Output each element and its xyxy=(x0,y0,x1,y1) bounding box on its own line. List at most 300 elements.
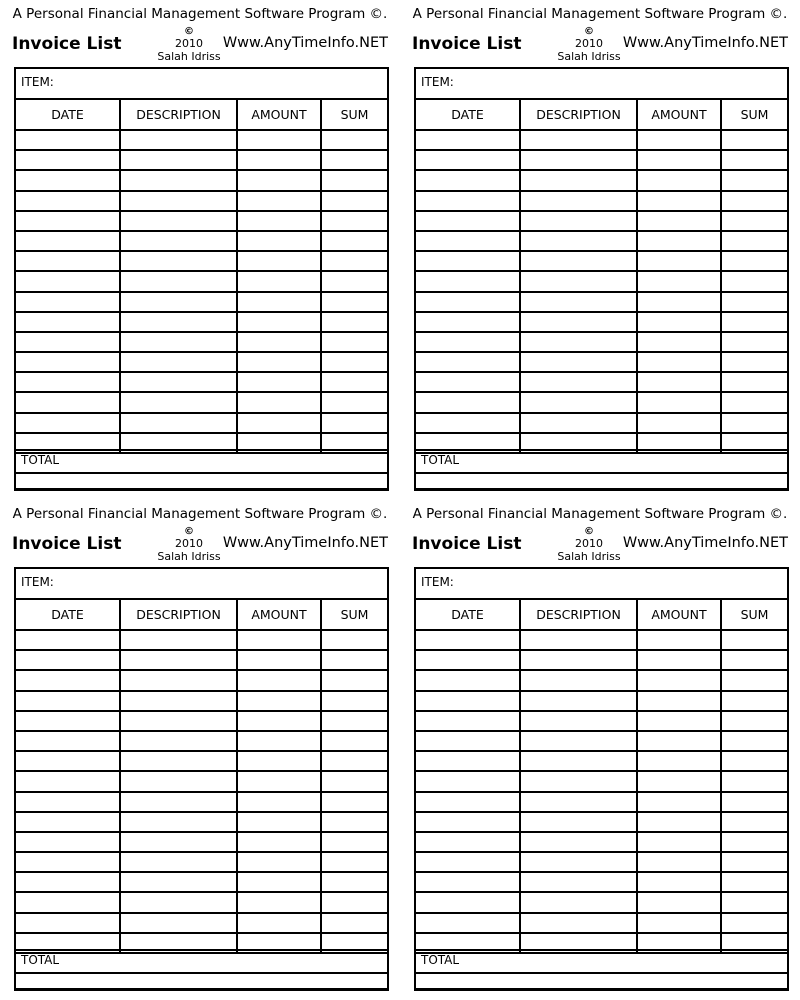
invoice-form-panel xyxy=(404,500,796,992)
description-cell[interactable] xyxy=(520,413,637,433)
item-label: ITEM: xyxy=(421,75,454,89)
copyright-symbol: © xyxy=(184,26,194,37)
description-cell[interactable] xyxy=(520,812,637,832)
description-cell[interactable] xyxy=(120,271,237,291)
copyright-author: Salah Idriss xyxy=(157,550,221,563)
sum-cell[interactable] xyxy=(721,792,787,812)
amount-cell[interactable] xyxy=(237,271,321,291)
date-cell[interactable] xyxy=(416,191,520,211)
table-row xyxy=(416,150,787,170)
description-cell[interactable] xyxy=(120,231,237,251)
sum-cell[interactable] xyxy=(721,731,787,751)
date-cell[interactable] xyxy=(16,191,120,211)
description-cell[interactable] xyxy=(120,913,237,933)
description-cell[interactable] xyxy=(120,392,237,412)
description-cell[interactable] xyxy=(120,372,237,392)
amount-cell[interactable] xyxy=(637,751,721,771)
amount-cell[interactable] xyxy=(237,751,321,771)
column-header-sum: SUM xyxy=(721,600,787,630)
description-cell[interactable] xyxy=(520,170,637,190)
sum-cell[interactable] xyxy=(721,231,787,251)
amount-cell[interactable] xyxy=(237,352,321,372)
date-cell[interactable] xyxy=(416,271,520,291)
date-cell[interactable] xyxy=(416,832,520,852)
date-cell[interactable] xyxy=(16,332,120,352)
sum-cell[interactable] xyxy=(321,650,387,670)
website-link[interactable]: Www.AnyTimeInfo.NET xyxy=(622,35,788,51)
description-cell[interactable] xyxy=(520,630,637,650)
description-cell[interactable] xyxy=(520,872,637,892)
website-link[interactable]: Www.AnyTimeInfo.NET xyxy=(222,35,388,51)
date-cell[interactable] xyxy=(416,630,520,650)
amount-cell[interactable] xyxy=(637,413,721,433)
table-row xyxy=(16,372,387,392)
table-row xyxy=(416,852,787,872)
table-row xyxy=(416,771,787,791)
sum-cell[interactable] xyxy=(321,130,387,150)
total-label: TOTAL xyxy=(21,953,60,967)
date-cell[interactable] xyxy=(416,211,520,231)
amount-cell[interactable] xyxy=(237,792,321,812)
sum-cell[interactable] xyxy=(721,832,787,852)
date-cell[interactable] xyxy=(416,913,520,933)
sum-cell[interactable] xyxy=(321,852,387,872)
date-cell[interactable] xyxy=(416,130,520,150)
description-cell[interactable] xyxy=(520,211,637,231)
date-cell[interactable] xyxy=(16,771,120,791)
description-cell[interactable] xyxy=(120,332,237,352)
table-row xyxy=(416,731,787,751)
description-cell[interactable] xyxy=(120,852,237,872)
description-cell[interactable] xyxy=(520,231,637,251)
item-field[interactable] xyxy=(16,569,387,600)
description-cell[interactable] xyxy=(120,711,237,731)
description-cell[interactable] xyxy=(120,312,237,332)
sum-cell[interactable] xyxy=(721,751,787,771)
amount-cell[interactable] xyxy=(237,892,321,912)
amount-cell[interactable] xyxy=(637,691,721,711)
date-cell[interactable] xyxy=(416,872,520,892)
description-cell[interactable] xyxy=(520,913,637,933)
sum-cell[interactable] xyxy=(721,191,787,211)
column-header-sum: SUM xyxy=(321,100,387,130)
description-cell[interactable] xyxy=(520,892,637,912)
amount-cell[interactable] xyxy=(637,312,721,332)
item-field[interactable] xyxy=(416,69,787,100)
amount-cell[interactable] xyxy=(237,711,321,731)
description-cell[interactable] xyxy=(520,130,637,150)
sum-cell[interactable] xyxy=(321,211,387,231)
description-cell[interactable] xyxy=(520,372,637,392)
amount-cell[interactable] xyxy=(637,812,721,832)
date-cell[interactable] xyxy=(16,670,120,690)
date-cell[interactable] xyxy=(16,892,120,912)
description-cell[interactable] xyxy=(120,771,237,791)
sum-cell[interactable] xyxy=(321,292,387,312)
amount-cell[interactable] xyxy=(237,130,321,150)
table-row xyxy=(16,913,387,933)
description-cell[interactable] xyxy=(120,292,237,312)
description-cell[interactable] xyxy=(520,332,637,352)
amount-cell[interactable] xyxy=(637,352,721,372)
invoice-table xyxy=(16,600,387,954)
amount-cell[interactable] xyxy=(237,170,321,190)
description-cell[interactable] xyxy=(120,630,237,650)
description-cell[interactable] xyxy=(120,413,237,433)
amount-cell[interactable] xyxy=(637,670,721,690)
date-cell[interactable] xyxy=(416,312,520,332)
amount-cell[interactable] xyxy=(637,251,721,271)
description-cell[interactable] xyxy=(120,191,237,211)
total-field[interactable] xyxy=(416,449,787,474)
date-cell[interactable] xyxy=(16,231,120,251)
sum-cell[interactable] xyxy=(321,170,387,190)
sum-cell[interactable] xyxy=(721,150,787,170)
table-row xyxy=(16,751,387,771)
description-cell[interactable] xyxy=(120,832,237,852)
date-cell[interactable] xyxy=(16,751,120,771)
date-cell[interactable] xyxy=(416,792,520,812)
date-cell[interactable] xyxy=(16,731,120,751)
date-cell[interactable] xyxy=(16,630,120,650)
description-cell[interactable] xyxy=(120,170,237,190)
date-cell[interactable] xyxy=(16,832,120,852)
date-cell[interactable] xyxy=(416,670,520,690)
sum-cell[interactable] xyxy=(321,731,387,751)
sum-cell[interactable] xyxy=(321,352,387,372)
table-row xyxy=(416,332,787,352)
amount-cell[interactable] xyxy=(237,211,321,231)
amount-cell[interactable] xyxy=(637,211,721,231)
website-link[interactable]: Www.AnyTimeInfo.NET xyxy=(622,535,788,551)
date-cell[interactable] xyxy=(416,812,520,832)
sum-cell[interactable] xyxy=(721,913,787,933)
date-cell[interactable] xyxy=(16,650,120,670)
table-row xyxy=(416,751,787,771)
date-cell[interactable] xyxy=(416,150,520,170)
amount-cell[interactable] xyxy=(637,913,721,933)
sum-cell[interactable] xyxy=(321,312,387,332)
table-row xyxy=(16,691,387,711)
sum-cell[interactable] xyxy=(721,170,787,190)
amount-cell[interactable] xyxy=(237,771,321,791)
sum-cell[interactable] xyxy=(321,792,387,812)
amount-cell[interactable] xyxy=(637,792,721,812)
date-cell[interactable] xyxy=(416,731,520,751)
amount-cell[interactable] xyxy=(237,251,321,271)
amount-cell[interactable] xyxy=(237,332,321,352)
date-cell[interactable] xyxy=(16,392,120,412)
sum-cell[interactable] xyxy=(721,630,787,650)
sum-cell[interactable] xyxy=(721,650,787,670)
table-row xyxy=(416,130,787,150)
program-tagline: A Personal Financial Management Software Program ©. xyxy=(412,506,788,522)
sum-cell[interactable] xyxy=(721,352,787,372)
date-cell[interactable] xyxy=(416,691,520,711)
description-cell[interactable] xyxy=(520,191,637,211)
date-cell[interactable] xyxy=(16,251,120,271)
sum-cell[interactable] xyxy=(321,670,387,690)
amount-cell[interactable] xyxy=(237,292,321,312)
sum-cell[interactable] xyxy=(321,251,387,271)
sum-cell[interactable] xyxy=(721,812,787,832)
description-cell[interactable] xyxy=(520,792,637,812)
sum-cell[interactable] xyxy=(321,332,387,352)
invoice-form-panel xyxy=(404,0,796,492)
description-cell[interactable] xyxy=(520,711,637,731)
description-cell[interactable] xyxy=(120,751,237,771)
date-cell[interactable] xyxy=(16,372,120,392)
date-cell[interactable] xyxy=(16,872,120,892)
sum-cell[interactable] xyxy=(721,852,787,872)
item-field[interactable] xyxy=(16,69,387,100)
sum-cell[interactable] xyxy=(721,251,787,271)
description-cell[interactable] xyxy=(520,251,637,271)
sum-cell[interactable] xyxy=(721,711,787,731)
sum-cell[interactable] xyxy=(321,271,387,291)
sum-cell[interactable] xyxy=(321,892,387,912)
amount-cell[interactable] xyxy=(237,731,321,751)
date-cell[interactable] xyxy=(416,751,520,771)
table-row xyxy=(416,292,787,312)
sum-cell[interactable] xyxy=(321,630,387,650)
date-cell[interactable] xyxy=(416,292,520,312)
sum-cell[interactable] xyxy=(721,211,787,231)
sum-cell[interactable] xyxy=(721,670,787,690)
description-cell[interactable] xyxy=(120,130,237,150)
date-cell[interactable] xyxy=(16,413,120,433)
date-cell[interactable] xyxy=(16,150,120,170)
description-cell[interactable] xyxy=(120,731,237,751)
amount-cell[interactable] xyxy=(637,630,721,650)
date-cell[interactable] xyxy=(416,771,520,791)
sum-cell[interactable] xyxy=(721,691,787,711)
column-header-description: DESCRIPTION xyxy=(520,600,637,630)
column-header-sum: SUM xyxy=(321,600,387,630)
sum-cell[interactable] xyxy=(321,413,387,433)
amount-cell[interactable] xyxy=(237,231,321,251)
table-row xyxy=(416,792,787,812)
amount-cell[interactable] xyxy=(237,372,321,392)
description-cell[interactable] xyxy=(520,670,637,690)
date-cell[interactable] xyxy=(416,372,520,392)
sum-cell[interactable] xyxy=(321,711,387,731)
description-cell[interactable] xyxy=(520,150,637,170)
column-header-amount: AMOUNT xyxy=(637,600,721,630)
description-cell[interactable] xyxy=(520,650,637,670)
table-row xyxy=(416,913,787,933)
date-cell[interactable] xyxy=(416,170,520,190)
description-cell[interactable] xyxy=(520,312,637,332)
column-header-date: DATE xyxy=(416,600,520,630)
amount-cell[interactable] xyxy=(237,312,321,332)
table-row xyxy=(16,231,387,251)
description-cell[interactable] xyxy=(120,211,237,231)
table-row xyxy=(16,711,387,731)
sum-cell[interactable] xyxy=(321,812,387,832)
amount-cell[interactable] xyxy=(637,271,721,291)
item-field[interactable] xyxy=(416,569,787,600)
table-row xyxy=(416,812,787,832)
table-row xyxy=(416,392,787,412)
amount-cell[interactable] xyxy=(637,771,721,791)
amount-cell[interactable] xyxy=(237,413,321,433)
amount-cell[interactable] xyxy=(637,892,721,912)
table-row xyxy=(16,150,387,170)
description-cell[interactable] xyxy=(520,292,637,312)
description-cell[interactable] xyxy=(120,670,237,690)
total-field[interactable] xyxy=(416,949,787,974)
sum-cell[interactable] xyxy=(321,231,387,251)
sum-cell[interactable] xyxy=(721,292,787,312)
sum-cell[interactable] xyxy=(321,913,387,933)
description-cell[interactable] xyxy=(520,352,637,372)
date-cell[interactable] xyxy=(416,231,520,251)
description-cell[interactable] xyxy=(520,271,637,291)
date-cell[interactable] xyxy=(16,211,120,231)
sum-cell[interactable] xyxy=(321,150,387,170)
date-cell[interactable] xyxy=(16,312,120,332)
description-cell[interactable] xyxy=(520,832,637,852)
amount-cell[interactable] xyxy=(637,332,721,352)
amount-cell[interactable] xyxy=(637,231,721,251)
description-cell[interactable] xyxy=(520,691,637,711)
date-cell[interactable] xyxy=(416,650,520,670)
sum-cell[interactable] xyxy=(321,751,387,771)
description-cell[interactable] xyxy=(120,150,237,170)
description-cell[interactable] xyxy=(120,792,237,812)
sum-cell[interactable] xyxy=(321,771,387,791)
amount-cell[interactable] xyxy=(637,650,721,670)
amount-cell[interactable] xyxy=(637,372,721,392)
amount-cell[interactable] xyxy=(637,852,721,872)
description-cell[interactable] xyxy=(120,251,237,271)
invoice-table xyxy=(16,100,387,454)
total-field[interactable] xyxy=(16,449,387,474)
date-cell[interactable] xyxy=(416,392,520,412)
amount-cell[interactable] xyxy=(237,913,321,933)
amount-cell[interactable] xyxy=(237,812,321,832)
sum-cell[interactable] xyxy=(721,413,787,433)
sum-cell[interactable] xyxy=(721,392,787,412)
table-header-row xyxy=(16,100,387,130)
sum-cell[interactable] xyxy=(721,892,787,912)
date-cell[interactable] xyxy=(16,711,120,731)
description-cell[interactable] xyxy=(120,812,237,832)
description-cell[interactable] xyxy=(120,352,237,372)
date-cell[interactable] xyxy=(416,711,520,731)
amount-cell[interactable] xyxy=(637,292,721,312)
invoice-table xyxy=(416,600,787,954)
amount-cell[interactable] xyxy=(637,150,721,170)
sum-cell[interactable] xyxy=(721,271,787,291)
amount-cell[interactable] xyxy=(237,691,321,711)
date-cell[interactable] xyxy=(16,792,120,812)
sum-cell[interactable] xyxy=(321,872,387,892)
description-cell[interactable] xyxy=(120,691,237,711)
date-cell[interactable] xyxy=(416,852,520,872)
date-cell[interactable] xyxy=(416,352,520,372)
sum-cell[interactable] xyxy=(321,372,387,392)
date-cell[interactable] xyxy=(16,271,120,291)
amount-cell[interactable] xyxy=(237,872,321,892)
amount-cell[interactable] xyxy=(237,191,321,211)
total-label: TOTAL xyxy=(21,453,60,467)
amount-cell[interactable] xyxy=(637,191,721,211)
table-row xyxy=(16,771,387,791)
amount-cell[interactable] xyxy=(237,670,321,690)
date-cell[interactable] xyxy=(416,413,520,433)
date-cell[interactable] xyxy=(16,812,120,832)
description-cell[interactable] xyxy=(520,852,637,872)
copyright-year: 2010 xyxy=(575,37,603,50)
sum-cell[interactable] xyxy=(721,372,787,392)
date-cell[interactable] xyxy=(16,913,120,933)
invoice-sheet xyxy=(414,567,789,991)
amount-cell[interactable] xyxy=(237,150,321,170)
description-cell[interactable] xyxy=(520,731,637,751)
website-link[interactable]: Www.AnyTimeInfo.NET xyxy=(222,535,388,551)
amount-cell[interactable] xyxy=(237,630,321,650)
table-header-row xyxy=(416,100,787,130)
amount-cell[interactable] xyxy=(237,392,321,412)
sum-cell[interactable] xyxy=(721,332,787,352)
invoice-sheet xyxy=(14,567,389,991)
sum-cell[interactable] xyxy=(321,691,387,711)
description-cell[interactable] xyxy=(520,751,637,771)
amount-cell[interactable] xyxy=(237,832,321,852)
amount-cell[interactable] xyxy=(237,650,321,670)
sum-cell[interactable] xyxy=(321,392,387,412)
column-header-amount: AMOUNT xyxy=(237,100,321,130)
copyright-author: Salah Idriss xyxy=(157,50,221,63)
date-cell[interactable] xyxy=(416,892,520,912)
sum-cell[interactable] xyxy=(721,771,787,791)
sum-cell[interactable] xyxy=(721,130,787,150)
description-cell[interactable] xyxy=(120,872,237,892)
amount-cell[interactable] xyxy=(637,711,721,731)
amount-cell[interactable] xyxy=(637,392,721,412)
date-cell[interactable] xyxy=(416,332,520,352)
amount-cell[interactable] xyxy=(637,832,721,852)
date-cell[interactable] xyxy=(16,852,120,872)
amount-cell[interactable] xyxy=(637,731,721,751)
sum-cell[interactable] xyxy=(721,872,787,892)
description-cell[interactable] xyxy=(120,650,237,670)
description-cell[interactable] xyxy=(120,892,237,912)
sum-cell[interactable] xyxy=(321,191,387,211)
total-field[interactable] xyxy=(16,949,387,974)
date-cell[interactable] xyxy=(16,130,120,150)
amount-cell[interactable] xyxy=(637,872,721,892)
amount-cell[interactable] xyxy=(637,170,721,190)
amount-cell[interactable] xyxy=(237,852,321,872)
sum-cell[interactable] xyxy=(321,832,387,852)
date-cell[interactable] xyxy=(416,251,520,271)
description-cell[interactable] xyxy=(520,392,637,412)
table-row xyxy=(16,392,387,412)
copyright-symbol: © xyxy=(184,526,194,537)
date-cell[interactable] xyxy=(16,292,120,312)
table-row xyxy=(416,191,787,211)
amount-cell[interactable] xyxy=(637,130,721,150)
description-cell[interactable] xyxy=(520,771,637,791)
table-row xyxy=(16,670,387,690)
date-cell[interactable] xyxy=(16,691,120,711)
date-cell[interactable] xyxy=(16,352,120,372)
date-cell[interactable] xyxy=(16,170,120,190)
sum-cell[interactable] xyxy=(721,312,787,332)
